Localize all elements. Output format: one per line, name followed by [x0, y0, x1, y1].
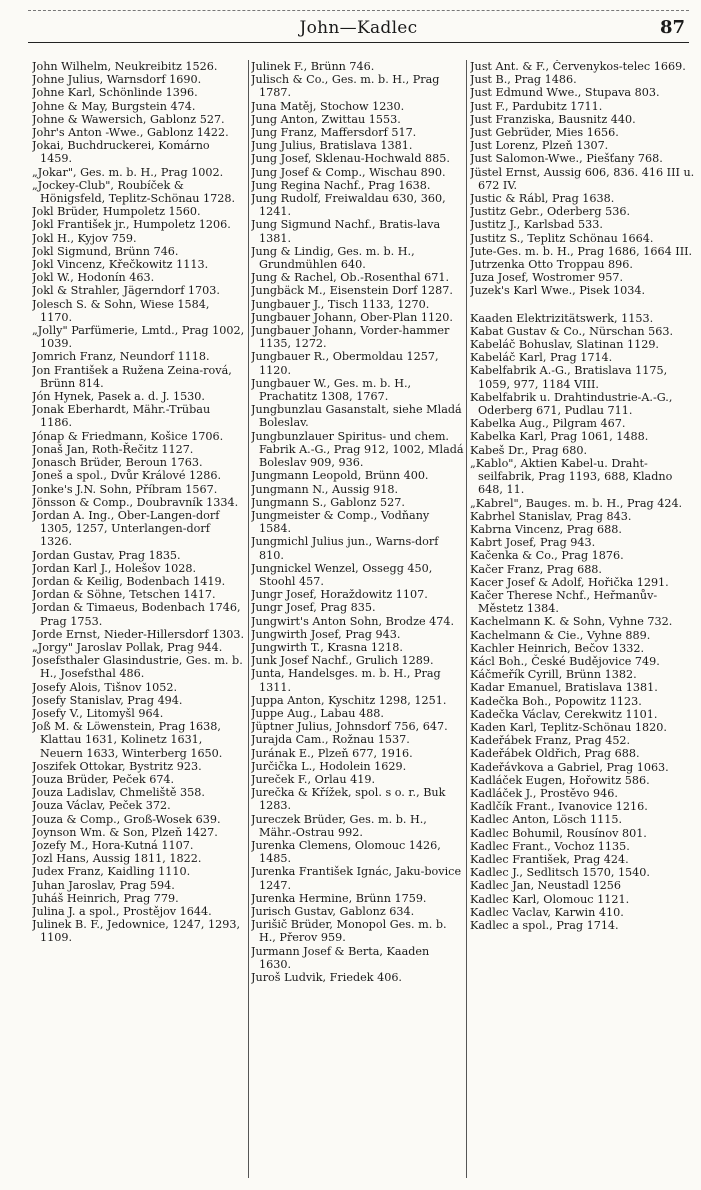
- directory-entry: Jouza & Comp., Groß-Wosek 639.: [32, 812, 221, 826]
- directory-entry: Kadlec František, Prag 424.: [470, 852, 629, 866]
- directory-entry: Jungbauer R., Obermoldau 1257, 1120.: [251, 350, 439, 377]
- directory-entry: Johne & May, Burgstein 474.: [32, 99, 196, 113]
- directory-entry: Justitz Gebr., Oderberg 536.: [470, 205, 631, 219]
- directory-entry: Jorde Ernst, Nieder-Hillersdorf 1303.: [32, 627, 245, 641]
- directory-entry: Kadlec Frant., Vochoz 1135.: [470, 839, 630, 853]
- directory-entry: Kadlec J., Sedlitsch 1570, 1540.: [470, 866, 650, 880]
- directory-entry: Julisch & Co., Ges. m. b. H., Prag 1787.: [251, 73, 440, 100]
- directory-entry: Jungmichl Julius jun., Warns-dorf 810.: [251, 535, 439, 562]
- directory-entry: Jutrzenka Otto Troppau 896.: [470, 258, 633, 272]
- directory-entry: „Kabrel", Bauges. m. b. H., Prag 424.: [470, 496, 683, 510]
- directory-entry: Jungmann Leopold, Brünn 400.: [251, 469, 429, 483]
- directory-entry: Junk Josef Nachf., Grulich 1289.: [251, 654, 434, 668]
- directory-entry: Kabelka Karl, Prag 1061, 1488.: [470, 430, 649, 444]
- directory-entry: Kabeš Dr., Prag 680.: [470, 443, 588, 457]
- directory-entry: Jung Franz, Maffersdorf 517.: [251, 126, 417, 140]
- directory-entry: Jonak Eberhardt, Mähr.-Trübau 1186.: [32, 403, 211, 430]
- directory-entry: Just Gebrüder, Mies 1656.: [470, 126, 619, 140]
- directory-entry: Johne & Wawersich, Gablonz 527.: [32, 112, 225, 126]
- directory-entry: Julinek B. F., Jedownice, 1247, 1293, 1109.: [32, 918, 240, 945]
- directory-entry: Jordan A. Ing., Ober-Langen-dorf 1305, 1257, Unterlangen-dorf 1326.: [32, 508, 220, 549]
- directory-entry: Jurmann Josef & Berta, Kaaden 1630.: [251, 944, 430, 971]
- directory-entry: Jurečka & Křížek, spol. s o. r., Buk 1283.: [251, 786, 446, 813]
- directory-entry: Johne Karl, Schönlinde 1396.: [32, 86, 198, 100]
- directory-entry: Jurának E., Plzeň 677, 1916.: [251, 746, 413, 760]
- directory-entry: Jordan & Söhne, Tetschen 1417.: [32, 588, 216, 602]
- directory-entry: Jung Regina Nachf., Prag 1638.: [251, 178, 431, 192]
- directory-entry: Kadečka Václav, Cerekwitz 1101.: [470, 707, 658, 721]
- directory-entry: Jonasch Brüder, Beroun 1763.: [32, 456, 203, 470]
- directory-entry: Jungbunzlau Gasanstalt, siehe Mladá Boleslav.: [251, 403, 462, 430]
- directory-entry: Johr's Anton -Wwe., Gablonz 1422.: [32, 126, 229, 140]
- directory-entry: Jungnickel Wenzel, Ossegg 450, Stoohl 457.: [251, 561, 433, 588]
- page-header: [28, 16, 689, 43]
- directory-entry: Jung Anton, Zwittau 1553.: [251, 112, 401, 126]
- directory-entry: Kadar Emanuel, Bratislava 1381.: [470, 681, 658, 695]
- directory-entry: Jordan Karl J., Holešov 1028.: [32, 561, 197, 575]
- directory-entry: Jurišič Brüder, Monopol Ges. m. b. H., Přerov 959.: [251, 918, 447, 945]
- page-number: 87: [659, 17, 685, 38]
- directory-entry: Justic & Rábl, Prag 1638.: [470, 192, 615, 206]
- directory-entry: Joynson Wm. & Son, Plzeň 1427.: [32, 825, 218, 839]
- directory-entry: Jouza Brüder, Peček 674.: [32, 772, 175, 786]
- directory-entry: Kačenka & Co., Prag 1876.: [470, 549, 624, 563]
- directory-entry: Jungmeister & Comp., Vodňany 1584.: [251, 508, 430, 536]
- directory-entry: Kadlec Bohumil, Rousínov 801.: [470, 826, 647, 840]
- directory-entry: Just Ant. & F., Červenykos-telec 1669.: [470, 60, 686, 73]
- directory-entry: Kadlec Jan, Neustadl 1256: [470, 879, 621, 893]
- directory-entry: Jüstel Ernst, Aussig 606, 836. 416 III u. 672 IV.: [470, 165, 695, 192]
- directory-entry: Kadlec a spol., Prag 1714.: [470, 919, 619, 932]
- directory-entry: „Kablo", Aktien Kabel-u. Draht-seilfabrik, Prag 1193, 688, Kladno 648, 11.: [470, 456, 673, 497]
- directory-entry: Jurenka Clemens, Olomouc 1426, 1485.: [251, 838, 441, 866]
- directory-entry: Kadlec Anton, Lösch 1115.: [470, 813, 623, 827]
- directory-entry: Jonke's J.N. Sohn, Příbram 1567.: [32, 482, 218, 496]
- directory-entry: Jokl W., Hodonín 463.: [32, 271, 155, 285]
- directory-entry: Jungwirth T., Krasna 1218.: [251, 640, 403, 654]
- directory-entry: Jolesch S. & Sohn, Wiese 1584, 1170.: [32, 297, 210, 324]
- directory-entry: Jurisch Gustav, Gablonz 634.: [251, 905, 415, 918]
- directory-entry: Jureczek Brüder, Ges. m. b. H., Mähr.-Ostrau 992.: [251, 812, 427, 839]
- directory-entry: Kabeláč Karl, Prag 1714.: [470, 351, 613, 365]
- directory-entry: Jokl H., Kyjov 759.: [32, 231, 137, 245]
- directory-entry: Jonaš Jan, Roth-Řečitz 1127.: [32, 442, 194, 456]
- directory-entry: Kadeřábek Franz, Prag 452.: [470, 734, 631, 748]
- directory-entry: Johne Julius, Warnsdorf 1690.: [32, 73, 202, 87]
- directory-entry: Jordan Gustav, Prag 1835.: [32, 548, 181, 562]
- directory-entry: Josefy Alois, Tišnov 1052.: [32, 680, 178, 694]
- directory-entry: Junta, Handelsges. m. b. H., Prag 1311.: [251, 667, 441, 694]
- directory-entry: Jordan & Timaeus, Bodenbach 1746, Prag 1753.: [32, 601, 241, 628]
- directory-entry: Joszifek Ottokar, Bystritz 923.: [32, 759, 202, 773]
- directory-entry: Jungbäck M., Eisenstein Dorf 1287.: [251, 284, 453, 298]
- directory-entry: Jomrich Franz, Neundorf 1118.: [32, 350, 210, 364]
- directory-entry: Joß M. & Löwenstein, Prag 1638, Klattau 1631, Kolinetz 1631, Neuern 1633, Winterberg 1650.: [32, 720, 223, 760]
- directory-entry: Kabelfabrik A.-G., Bratislava 1175, 1059, 977, 1184 VIII.: [470, 364, 668, 391]
- directory-entry: Joneš a spol., Dvůr Králové 1286.: [32, 469, 222, 483]
- directory-entry: Jurajda Cam., Rožnau 1537.: [251, 733, 410, 747]
- directory-entry: Jordan & Keilig, Bodenbach 1419.: [32, 574, 226, 588]
- directory-entry: Jokl & Strahler, Jägerndorf 1703.: [32, 284, 220, 298]
- directory-entry: „Jorgy" Jaroslav Pollak, Prag 944.: [32, 640, 223, 654]
- directory-entry: Kačer Therese Nchf., Heřmanův-Městetz 1384.: [470, 588, 658, 616]
- directory-entry: Just Lorenz, Plzeň 1307.: [470, 139, 609, 153]
- directory-entry: Juppe Aug., Labau 488.: [251, 706, 384, 720]
- directory-entry: Jokai, Buchdruckerei, Komárno 1459.: [32, 139, 210, 166]
- directory-entry: Juna Matěj, Stochow 1230.: [251, 99, 405, 113]
- directory-entry: Josefy Stanislav, Prag 494.: [32, 693, 183, 707]
- directory-entry: Juháš Heinrich, Prag 779.: [32, 891, 179, 905]
- directory-entry: Juhan Jaroslav, Prag 594.: [32, 878, 175, 892]
- directory-entry: Kačer Franz, Prag 688.: [470, 562, 602, 576]
- directory-entry: Kadlec Vaclav, Karwin 410.: [470, 905, 624, 919]
- directory-entry: Juza Josef, Wostromer 957.: [470, 271, 624, 285]
- directory-entry: Jokl Sigmund, Brünn 746.: [32, 244, 179, 258]
- directory-entry: Kadláček J., Prostěvo 946.: [470, 786, 618, 800]
- directory-entry: Julinek F., Brünn 746.: [251, 60, 375, 73]
- directory-entry: Jungbauer Johann, Ober-Plan 1120.: [251, 310, 453, 324]
- directory-entry: Juppa Anton, Kyschitz 1298, 1251.: [251, 693, 447, 707]
- directory-entry: Josefsthaler Glasindustrie, Ges. m. b. H., Josefsthal 486.: [32, 654, 243, 681]
- directory-entry: Judex Franz, Kaidling 1110.: [32, 865, 191, 879]
- directory-entry: Kaaden Elektrizitätswerk, 1153.: [470, 311, 654, 325]
- directory-entry: Jungr Josef, Prag 835.: [251, 601, 376, 615]
- directory-entry: Jute-Ges. m. b. H., Prag 1686, 1664 III.: [470, 244, 693, 258]
- directory-entry: Just Franziska, Bausnitz 440.: [470, 112, 636, 126]
- directory-entry: Káčmeřík Cyrill, Brünn 1382.: [470, 668, 637, 682]
- directory-entry: Kácl Boh., České Budějovice 749.: [470, 654, 660, 668]
- directory-entry: Justitz J., Karlsbad 533.: [470, 218, 603, 232]
- directory-entry: Josefy V., Litomyšl 964.: [32, 706, 164, 720]
- directory-entry: Jung Sigmund Nachf., Bratis-lava 1381.: [251, 218, 441, 245]
- directory-columns: [32, 60, 696, 1178]
- directory-entry: Jurenka Hermine, Brünn 1759.: [251, 891, 427, 905]
- directory-entry: Jungbauer J., Tisch 1133, 1270.: [251, 297, 430, 311]
- directory-entry: „Jolly" Parfümerie, Lmtd., Prag 1002, 1039.: [32, 324, 245, 351]
- directory-entry: Jung & Rachel, Ob.-Rosenthal 671.: [251, 271, 450, 285]
- directory-entry: Jokl František jr., Humpoletz 1206.: [32, 218, 231, 232]
- running-head: John—Kadlec: [299, 18, 418, 38]
- directory-entry: Kabrna Vincenz, Prag 688.: [470, 522, 622, 536]
- directory-entry: Just F., Pardubitz 1711.: [470, 99, 603, 113]
- directory-entry: Jung & Lindig, Ges. m. b. H., Grundmühlen 640.: [251, 244, 415, 272]
- directory-entry: Kachler Heinrich, Bečov 1332.: [470, 641, 645, 655]
- directory-entry: Jurenka František Ignác, Jaku-bovice 1247.: [251, 865, 462, 892]
- directory-entry: Jureček F., Orlau 419.: [251, 772, 376, 786]
- directory-entry: Jung Julius, Bratislava 1381.: [251, 139, 413, 153]
- directory-entry: Kabrhel Stanislav, Prag 843.: [470, 509, 632, 523]
- directory-entry: Jüptner Julius, Johnsdorf 756, 647.: [251, 720, 448, 734]
- directory-entry: Justitz S., Teplitz Schönau 1664.: [470, 231, 654, 245]
- directory-entry: Jokl Vincenz, Křečkowitz 1113.: [32, 258, 209, 272]
- directory-entry: Kadeřávkova a Gabriel, Prag 1063.: [470, 760, 669, 774]
- directory-entry: Jung Josef & Comp., Wischau 890.: [251, 165, 446, 179]
- directory-entry: Jón Hynek, Pasek a. d. J. 1530.: [32, 390, 205, 404]
- column-3: [470, 60, 696, 1178]
- directory-entry: Jouza Ladislav, Chmeliště 358.: [32, 786, 205, 800]
- directory-entry: Jon František a Ružena Zeina-rová, Brünn 814.: [32, 363, 232, 390]
- directory-entry: Jungwirt's Anton Sohn, Brodze 474.: [251, 614, 455, 628]
- directory-entry: Jurčička L., Hodolein 1629.: [251, 759, 407, 773]
- directory-entry: Jungwirth Josef, Prag 943.: [251, 627, 401, 641]
- directory-entry: Jung Josef, Sklenau-Hochwald 885.: [251, 152, 450, 166]
- directory-entry: Kaden Karl, Teplitz-Schönau 1820.: [470, 720, 667, 734]
- directory-entry: Juzek's Karl Wwe., Pisek 1034.: [470, 284, 646, 298]
- directory-entry: Kadláček Eugen, Hořowitz 586.: [470, 773, 650, 787]
- directory-entry: Kadlec Karl, Olomouc 1121.: [470, 892, 630, 906]
- directory-entry: Kachelmann K. & Sohn, Vyhne 732.: [470, 615, 673, 629]
- directory-entry: Jungmann S., Gablonz 527.: [251, 495, 405, 509]
- directory-entry: Kadečka Boh., Popowitz 1123.: [470, 694, 642, 708]
- directory-entry: Jungbauer Johann, Vorder-hammer 1135, 1272.: [251, 324, 450, 351]
- directory-entry: Kabrt Josef, Prag 943.: [470, 536, 596, 550]
- directory-entry: Kadlčík Frant., Ivanovice 1216.: [470, 800, 648, 814]
- directory-entry: Jouza Václav, Peček 372.: [32, 799, 171, 813]
- directory-entry: Jungr Josef, Horaždowitz 1107.: [251, 588, 428, 602]
- directory-entry: Kabeláč Bohuslav, Slatinan 1129.: [470, 338, 659, 352]
- directory-entry: Kabat Gustav & Co., Nürschan 563.: [470, 324, 674, 338]
- directory-entry: Julina J. a spol., Prostějov 1644.: [32, 905, 212, 918]
- directory-entry: Kabelka Aug., Pilgram 467.: [470, 417, 626, 431]
- directory-entry: Jung Rudolf, Freiwaldau 630, 360, 1241.: [251, 192, 446, 219]
- directory-entry: Kabelfabrik u. Drahtindustrie-A.-G., Oderberg 671, Pudlau 711.: [470, 390, 673, 418]
- directory-entry: Kadeřábek Oldřich, Prag 688.: [470, 747, 640, 761]
- directory-entry: Jónap & Friedmann, Košice 1706.: [32, 429, 224, 443]
- directory-entry: Jungbunzlauer Spiritus- und chem. Fabrik A.-G., Prag 912, 1002, Mladá Boleslav 909, 936.: [251, 429, 464, 470]
- directory-entry: Jozefy M., Hora-Kutná 1107.: [32, 838, 194, 852]
- directory-entry: Jokl Brüder, Humpoletz 1560.: [32, 205, 201, 219]
- directory-entry: Jungbauer W., Ges. m. b. H., Prachatitz 1308, 1767.: [251, 376, 412, 404]
- directory-entry: Kacer Josef & Adolf, Hořička 1291.: [470, 575, 669, 589]
- top-border: [28, 10, 689, 11]
- directory-entry: Kachelmann & Cie., Vyhne 889.: [470, 628, 651, 642]
- directory-entry: Just Edmund Wwe., Stupava 803.: [470, 86, 660, 100]
- column-2: [251, 60, 464, 1178]
- directory-entry: Just B., Prag 1486.: [470, 73, 577, 87]
- directory-entry: Juroš Ludvik, Friedek 406.: [251, 971, 402, 985]
- directory-entry: John Wilhelm, Neukreibitz 1526.: [32, 60, 218, 73]
- directory-entry: Just Salomon-Wwe., Piešťany 768.: [470, 152, 663, 166]
- directory-entry: Jönsson & Comp., Doubravník 1334.: [32, 495, 239, 509]
- column-1: [32, 60, 245, 1178]
- directory-entry: Jungmann N., Aussig 918.: [251, 482, 399, 496]
- directory-entry: „Jockey-Club", Roubíček & Hönigsfeld, Teplitz-Schönau 1728.: [32, 178, 236, 206]
- directory-entry: „Jokar", Ges. m. b. H., Prag 1002.: [32, 165, 224, 179]
- directory-entry: Jozl Hans, Aussig 1811, 1822.: [32, 852, 202, 866]
